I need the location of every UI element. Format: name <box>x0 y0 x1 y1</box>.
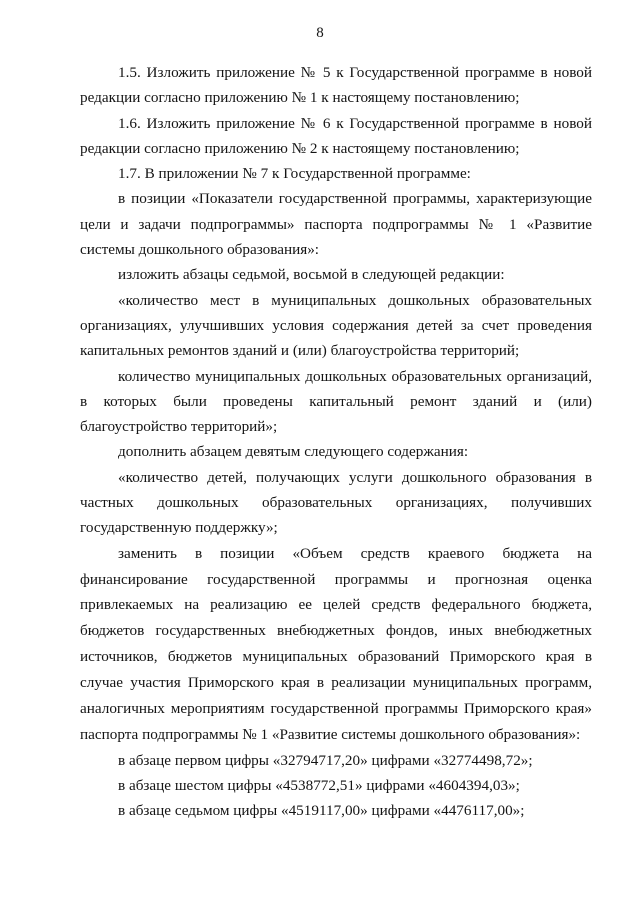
paragraph-replace-first: в абзаце первом цифры «32794717,20» цифрами «32774498,72»; <box>118 751 533 769</box>
paragraph-ninth-added: «количество детей, получающих услуги дошкольного образования в частных дошкольных образовательных организациях, получивших государственную поддержку»; <box>80 468 592 537</box>
document-body <box>80 60 592 824</box>
paragraph-1-6: 1.6. Изложить приложение № 6 к Государственной программе в новой редакции согласно приложению № 2 к настоящему постановлению; <box>80 114 592 157</box>
paragraph-add-ninth-instruction: дополнить абзацем девятым следующего содержания: <box>118 443 469 461</box>
paragraph-replace-sixth: в абзаце шестом цифры «4538772,51» цифрами «4604394,03»; <box>118 777 520 795</box>
paragraph-1-7: 1.7. В приложении № 7 к Государственной программе: <box>118 165 471 183</box>
paragraph-restate-instruction: изложить абзацы седьмой, восьмой в следующей редакции: <box>118 266 505 284</box>
paragraph-funding-position: заменить в позиции «Объем средств краевого бюджета на финансирование государственной программы и прогнозная оценка привлекаемых на реализацию ее целей средств федерального бюджета, бюджетов государственных внебюджетных фондов, иных внебюджетных источников, бюджетов муниципальных образований Приморского края в случае участия Приморского края в реализации муниципальных программ, аналогичных мероприятиям государственной программы Приморского края» паспорта подпрограммы № 1 «Развитие системы дошкольного образования»: <box>80 544 592 743</box>
paragraph-replace-seventh: в абзаце седьмом цифры «4519117,00» цифрами «4476117,00»; <box>118 802 525 820</box>
paragraph-seventh-restated: «количество мест в муниципальных дошкольных образовательных организациях, улучшивших условия содержания детей за счет проведения капитальных ремонтов зданий и (или) благоустройства территорий; <box>80 291 592 360</box>
paragraph-eighth-restated: количество муниципальных дошкольных образовательных организаций, в которых были проведены капитальный ремонт зданий и (или) благоустройство территорий»; <box>80 367 592 436</box>
page-number: 8 <box>316 25 324 41</box>
paragraph-1-5: 1.5. Изложить приложение № 5 к Государственной программе в новой редакции согласно приложению № 1 к настоящему постановлению; <box>80 64 592 107</box>
paragraph-indicators-position: в позиции «Показатели государственной программы, характеризующие цели и задачи подпрограммы» паспорта подпрограммы № 1 «Развитие системы дошкольного образования»: <box>80 190 592 259</box>
